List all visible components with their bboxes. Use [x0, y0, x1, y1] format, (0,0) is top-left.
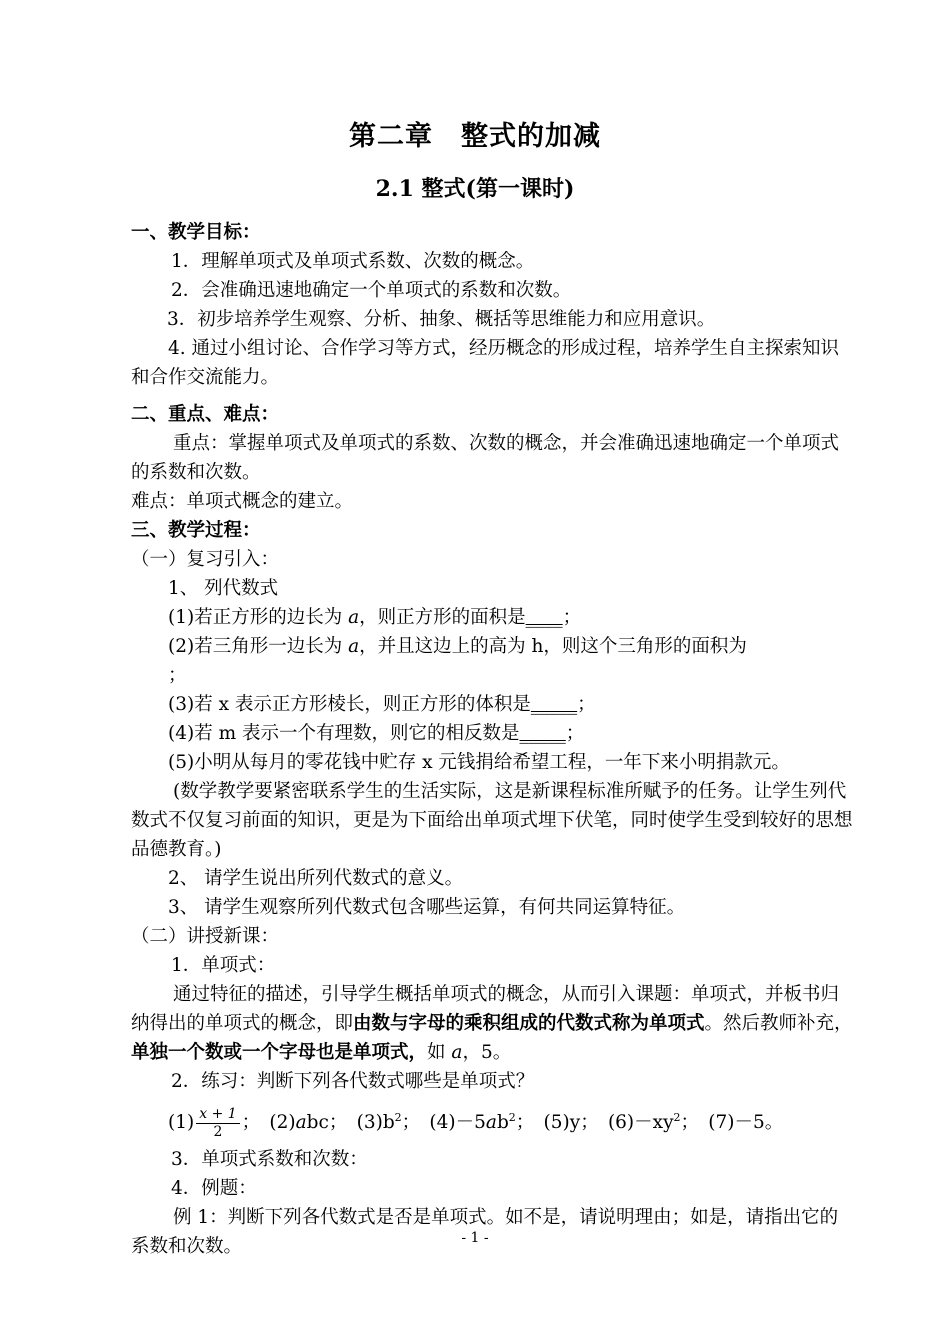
- chapter-title: 第二章 整式的加减: [349, 121, 601, 152]
- page-number: - 1 -: [461, 1230, 489, 1246]
- lesson-item-3: 3．单项式系数和次数：: [171, 1149, 368, 1171]
- objective-item-3: 3．初步培养学生观察、分析、抽象、概括等思维能力和应用意识。: [167, 309, 716, 330]
- lesson-item-2: 2．练习：判断下列各代数式哪些是单项式？: [171, 1071, 535, 1092]
- question-4: (4)若 m 表示一个有理数，则它的相反数是_____；: [168, 723, 585, 744]
- key-point-text: 重点：掌握单项式及单项式的系数、次数的概念，并会准确迅速地确定一个单项式的系数和次数。: [131, 433, 840, 483]
- objective-item-2: 2．会准确迅速地确定一个单项式的系数和次数。: [171, 280, 572, 301]
- objective-item-1: 1．理解单项式及单项式系数、次数的概念。: [171, 251, 535, 272]
- fraction: $\frac{x + 1}{2}$: [196, 1106, 239, 1141]
- lesson-item-1: 1．单项式：: [171, 955, 276, 976]
- review-item-2: 2、 请学生说出所列代数式的意义。: [168, 868, 464, 889]
- review-item-1: 1、 列代数式: [168, 578, 279, 599]
- part-heading-new-lesson: （二）讲授新课：: [131, 926, 280, 947]
- supplement-bold: 单独一个数或一个字母也是单项式，: [131, 1042, 428, 1063]
- question-1: (1)若正方形的边长为 a，则正方形的面积是____；: [168, 607, 582, 628]
- part-heading-review: （一）复习引入：: [131, 549, 280, 570]
- definition-bold: 由数与字母的乘积组成的代数式称为单项式: [353, 1013, 705, 1034]
- objective-item-4: 4. 通过小组讨论、合作学习等方式，经历概念的形成过程，培养学生自主探索知识和合作交流能力。: [131, 338, 840, 388]
- question-5: (5)小明从每月的零花钱中贮存 x 元钱捐给希望工程，一年下来小明捐款元。: [168, 752, 790, 773]
- question-3: (3)若 x 表示正方形棱长，则正方形的体积是_____；: [168, 694, 596, 715]
- lesson-item-4: 4．例题：: [171, 1178, 257, 1200]
- document-body: [131, 218, 853, 1261]
- difficulty-text: 难点：单项式概念的建立。: [131, 491, 354, 512]
- monomial-definition-paragraph: 通过特征的描述，引导学生概括单项式的概念，从而引入课题：单项式，并板书归纳得出的单项式的概念，即由数与字母的乘积组成的代数式称为单项式。然后教师补充，单独一个数或一个字母也是单项式，如 a，5。: [131, 984, 853, 1063]
- lesson-subtitle: 2.1 整式(第一课时): [375, 176, 575, 202]
- answer-blank: _____: [530, 694, 578, 715]
- exercise-expressions: (1) $\frac{x + 1}{2}$ ； (2)abc； $(3)b^2$； $(4)-5ab^2$； (5)y； $(6)-xy^2$； (7)－5。: [168, 1105, 784, 1140]
- section-heading-objectives: 一、教学目标：: [131, 222, 261, 243]
- question-2: (2)若三角形一边长为 a，并且这边上的高为 h，则这个三角形的面积为 ；: [168, 636, 747, 686]
- teaching-note: (数学教学要紧密联系学生的生活实际，这是新课程标准所赋予的任务。让学生列代数式不仅复习前面的知识，更是为下面给出单项式埋下伏笔，同时使学生受到较好的思想品德教育。): [131, 781, 853, 860]
- section-heading-key-points: 二、重点、难点：: [131, 404, 280, 425]
- answer-blank: _____: [519, 723, 566, 744]
- answer-blank: ____: [525, 607, 563, 628]
- example-1: 例 1：判断下列各代数式是否是单项式。如不是，请说明理由；如是，请指出它的系数和次数。: [131, 1207, 839, 1258]
- section-heading-process: 三、教学过程：: [131, 520, 261, 541]
- review-item-3: 3、 请学生观察所列代数式包含哪些运算，有何共同运算特征。: [168, 897, 686, 918]
